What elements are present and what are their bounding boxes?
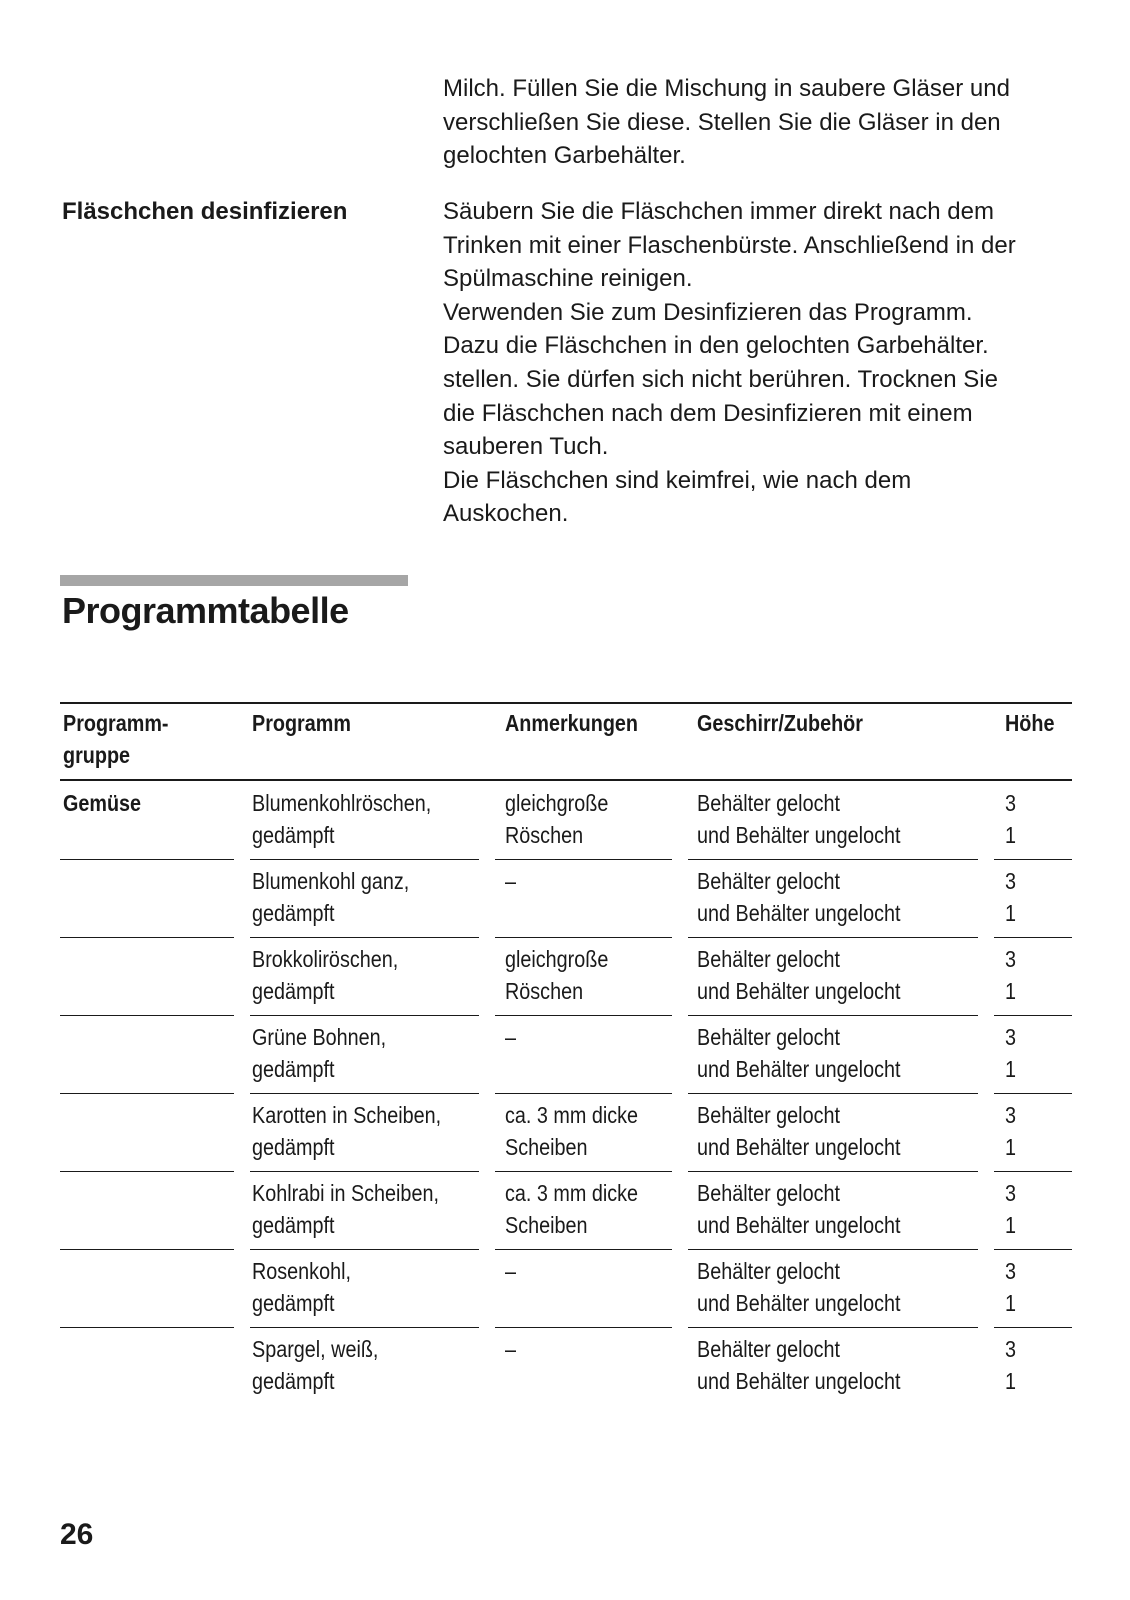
cell-notes <box>505 787 608 851</box>
intro-paragraph <box>443 72 1083 173</box>
cell-notes <box>505 1255 516 1287</box>
cell-program-line: Spargel, weiß, <box>252 1336 379 1362</box>
cell-notes-line: Röschen <box>505 822 584 848</box>
cell-dishes <box>697 1255 900 1319</box>
header-notes: Anmerkungen <box>505 710 638 736</box>
cell-height-line: 3 <box>1005 1336 1017 1362</box>
section-heading: Fläschchen desinfizieren <box>62 198 348 225</box>
cell-height-line: 1 <box>1005 1368 1017 1394</box>
cell-height-line: 1 <box>1005 1134 1017 1160</box>
cell-notes <box>505 1021 516 1053</box>
cell-program-line: Karotten in Scheiben, <box>252 1102 442 1128</box>
cell-program-line: Kohlrabi in Scheiben, <box>252 1180 439 1206</box>
cell-program-line: gedämpft <box>252 822 335 848</box>
cell-dishes <box>697 1177 900 1241</box>
cell-dishes-line: Behälter gelocht <box>697 1258 840 1284</box>
title-accent-bar <box>60 575 408 586</box>
cell-program-line: gedämpft <box>252 1056 335 1082</box>
cell-height-line: 1 <box>1005 822 1017 848</box>
cell-notes <box>505 943 608 1007</box>
cell-program-line: Rosenkohl, <box>252 1258 351 1284</box>
page-title: Programmtabelle <box>62 590 349 631</box>
cell-program-line: Grüne Bohnen, <box>252 1024 387 1050</box>
section-line: sauberen Tuch. <box>443 433 609 461</box>
cell-dishes-line: und Behälter ungelocht <box>697 822 901 848</box>
cell-notes <box>505 1333 516 1365</box>
cell-height <box>1005 865 1016 929</box>
header-group-line: Programm- <box>63 710 169 736</box>
cell-dishes-line: und Behälter ungelocht <box>697 1212 901 1238</box>
section-line: Die Fläschchen sind keimfrei, wie nach dem <box>443 466 912 494</box>
cell-dishes <box>697 943 900 1007</box>
cell-notes <box>505 1177 638 1241</box>
header-group <box>63 707 169 771</box>
cell-height <box>1005 1099 1016 1163</box>
cell-notes-line: ca. 3 mm dicke <box>505 1180 639 1206</box>
cell-dishes-line: und Behälter ungelocht <box>697 900 901 926</box>
cell-height-line: 3 <box>1005 1102 1017 1128</box>
cell-dishes-line: Behälter gelocht <box>697 1024 840 1050</box>
cell-notes-line: – <box>505 1024 517 1050</box>
cell-dishes-line: und Behälter ungelocht <box>697 978 901 1004</box>
section-line: stellen. Sie dürfen sich nicht berühren. Trocknen Sie <box>443 365 998 393</box>
cell-notes-line: ca. 3 mm dicke <box>505 1102 639 1128</box>
cell-dishes-line: Behälter gelocht <box>697 946 840 972</box>
cell-height <box>1005 787 1016 851</box>
cell-dishes <box>697 1099 900 1163</box>
section-body <box>443 195 1083 531</box>
header-group-line: gruppe <box>63 742 131 768</box>
cell-program-line: Brokkoliröschen, <box>252 946 399 972</box>
cell-height <box>1005 1177 1016 1241</box>
cell-height-line: 3 <box>1005 1258 1017 1284</box>
table-row <box>0 1172 1130 1250</box>
cell-dishes <box>697 865 900 929</box>
cell-notes-line: Röschen <box>505 978 584 1004</box>
section-line: Trinken mit einer Flaschenbürste. Anschließend in der <box>443 231 1016 259</box>
table-row <box>0 1016 1130 1094</box>
table-row <box>0 1328 1130 1406</box>
cell-height <box>1005 1333 1016 1397</box>
cell-height-line: 3 <box>1005 1024 1017 1050</box>
cell-height <box>1005 1021 1016 1085</box>
cell-height <box>1005 943 1016 1007</box>
cell-notes-line: – <box>505 1336 517 1362</box>
cell-notes-line: – <box>505 868 517 894</box>
cell-dishes-line: und Behälter ungelocht <box>697 1056 901 1082</box>
intro-line: gelochten Garbehälter. <box>443 142 686 170</box>
cell-notes <box>505 865 516 897</box>
cell-dishes-line: Behälter gelocht <box>697 1102 840 1128</box>
section-line: die Fläschchen nach dem Desinfizieren mit einem <box>443 399 973 427</box>
cell-program <box>252 1255 351 1319</box>
table-header-rule <box>60 779 1072 781</box>
header-height: Höhe <box>1005 710 1055 736</box>
cell-notes <box>505 1099 638 1163</box>
cell-program-line: gedämpft <box>252 900 335 926</box>
cell-program <box>252 1177 439 1241</box>
cell-height-line: 1 <box>1005 978 1017 1004</box>
cell-height <box>1005 1255 1016 1319</box>
cell-dishes-line: und Behälter ungelocht <box>697 1134 901 1160</box>
cell-group: Gemüse <box>63 790 142 816</box>
cell-program-line: Blumenkohl ganz, <box>252 868 410 894</box>
cell-notes-line: – <box>505 1258 517 1284</box>
section-line: Dazu die Fläschchen in den gelochten Garbehälter. <box>443 332 989 360</box>
cell-program-line: gedämpft <box>252 1290 335 1316</box>
cell-notes-line: gleichgroße <box>505 790 609 816</box>
cell-program <box>252 787 431 851</box>
cell-program <box>252 1099 441 1163</box>
section-line: Auskochen. <box>443 500 569 528</box>
table-row <box>0 860 1130 938</box>
cell-dishes-line: und Behälter ungelocht <box>697 1290 901 1316</box>
cell-program-line: gedämpft <box>252 1212 335 1238</box>
cell-height-line: 1 <box>1005 1290 1017 1316</box>
table-row <box>0 1094 1130 1172</box>
cell-program <box>252 1021 386 1085</box>
table-row <box>0 1250 1130 1328</box>
cell-program-line: gedämpft <box>252 1368 335 1394</box>
header-dishes: Geschirr/Zubehör <box>697 710 863 736</box>
section-line: Verwenden Sie zum Desinfizieren das Programm. <box>443 298 973 326</box>
cell-notes-line: Scheiben <box>505 1212 588 1238</box>
cell-dishes-line: Behälter gelocht <box>697 1336 840 1362</box>
cell-dishes-line: Behälter gelocht <box>697 868 840 894</box>
table-row <box>0 782 1130 860</box>
cell-dishes-line: und Behälter ungelocht <box>697 1368 901 1394</box>
cell-height-line: 1 <box>1005 900 1017 926</box>
cell-notes-line: gleichgroße <box>505 946 609 972</box>
section-line: Säubern Sie die Fläschchen immer direkt nach dem <box>443 198 994 225</box>
intro-line: verschließen Sie diese. Stellen Sie die Gläser in den <box>443 108 1001 136</box>
cell-program-line: Blumenkohlröschen, <box>252 790 432 816</box>
cell-program-line: gedämpft <box>252 1134 335 1160</box>
section-line: Spülmaschine reinigen. <box>443 265 693 293</box>
cell-dishes <box>697 1333 900 1397</box>
cell-height-line: 1 <box>1005 1056 1017 1082</box>
cell-height-line: 3 <box>1005 1180 1017 1206</box>
page-number: 26 <box>60 1518 94 1551</box>
cell-dishes-line: Behälter gelocht <box>697 1180 840 1206</box>
cell-program <box>252 943 398 1007</box>
cell-program <box>252 865 409 929</box>
cell-program <box>252 1333 378 1397</box>
cell-notes-line: Scheiben <box>505 1134 588 1160</box>
cell-height-line: 3 <box>1005 946 1017 972</box>
cell-height-line: 1 <box>1005 1212 1017 1238</box>
table-row <box>0 938 1130 1016</box>
cell-dishes <box>697 1021 900 1085</box>
cell-dishes-line: Behälter gelocht <box>697 790 840 816</box>
cell-dishes <box>697 787 900 851</box>
cell-height-line: 3 <box>1005 790 1017 816</box>
table-top-rule <box>60 702 1072 704</box>
header-program: Programm <box>252 710 351 736</box>
cell-height-line: 3 <box>1005 868 1017 894</box>
cell-program-line: gedämpft <box>252 978 335 1004</box>
intro-line: Milch. Füllen Sie die Mischung in saubere Gläser und <box>443 75 1010 102</box>
